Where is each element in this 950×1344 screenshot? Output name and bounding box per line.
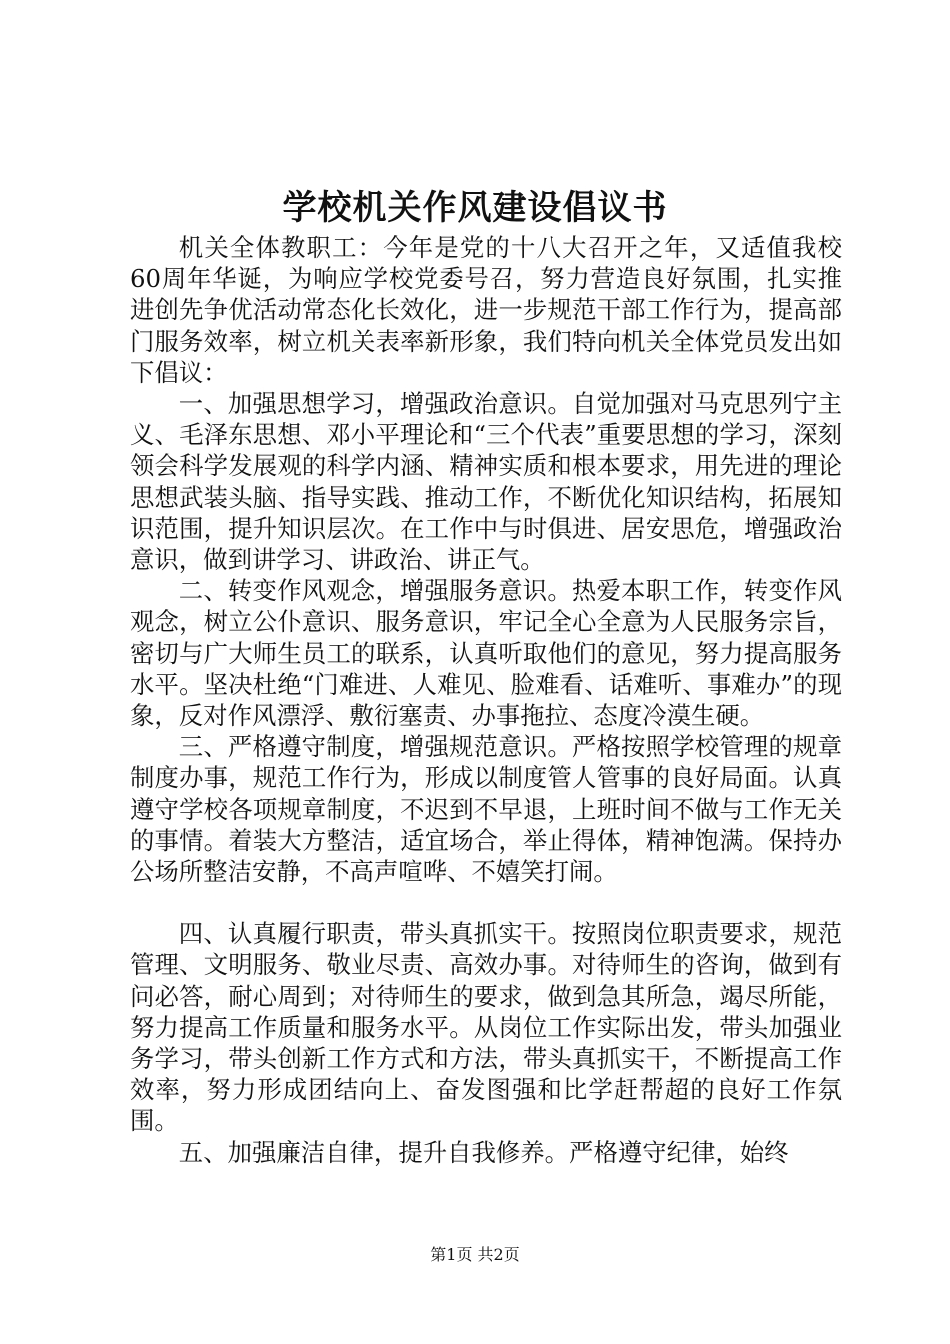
paragraph-4: 四、认真履行职责，带头真抓实干。按照岗位职责要求，规范管理、文明服务、敬业尽责、高效办事。对待师生的咨询，做到有问必答，耐心周到；对待师生的要求，做到急其所急，竭尽所能，努力提高工作质量和服务水平。从岗位工作实际出发，带头加强业务学习，带头创新工作方式和方法，带头真抓实干，不断提高工作效率，努力形成团结向上、奋发图强和比学赶帮超的良好工作氛围。 — [130, 919, 842, 1136]
paragraph-gap — [130, 887, 842, 918]
paragraph-3: 三、严格遵守制度，增强规范意识。严格按照学校管理的规章制度办事，规范工作行为，形成以制度管人管事的良好局面。认真遵守学校各项规章制度，不迟到不早退，上班时间不做与工作无关的事情。着装大方整洁，适宜场合，举止得体，精神饱满。保持办公场所整洁安静，不高声喧哗、不嬉笑打闹。 — [130, 732, 842, 887]
page-footer: 第1页 共2页 — [430, 1245, 520, 1264]
paragraph-intro: 机关全体教职工：今年是党的十八大召开之年，又适值我校60周年华诞，为响应学校党委号召，努力营造良好氛围，扎实推进创先争优活动常态化长效化，进一步规范干部工作行为，提高部门服务效率，树立机关表率新形象，我们特向机关全体党员发出如下倡议： — [130, 233, 842, 387]
document-body — [130, 232, 842, 1168]
paragraph-2: 二、转变作风观念，增强服务意识。热爱本职工作，转变作风观念，树立公仆意识、服务意识，牢记全心全意为人民服务宗旨，密切与广大师生员工的联系，认真听取他们的意见，努力提高服务水平。坚决杜绝“门难进、人难见、脸难看、话难听、事难办”的现象，反对作风漂浮、敷衍塞责、办事拖拉、态度冷漠生硬。 — [130, 576, 842, 731]
document-title: 学校机关作风建设倡议书 — [282, 188, 668, 228]
paragraph-5: 五、加强廉洁自律，提升自我修养。严格遵守纪律，始终 — [178, 1137, 789, 1167]
paragraph-1: 一、加强思想学习，增强政治意识。自觉加强对马克思列宁主义、毛泽东思想、邓小平理论和“三个代表”重要思想的学习，深刻领会科学发展观的科学内涵、精神实质和根本要求，用先进的理论思想武装头脑、指导实践、推动工作，不断优化知识结构，拓展知识范围，提升知识层次。在工作中与时俱进、居安思危，增强政治意识，做到讲学习、讲政治、讲正气。 — [130, 389, 842, 575]
